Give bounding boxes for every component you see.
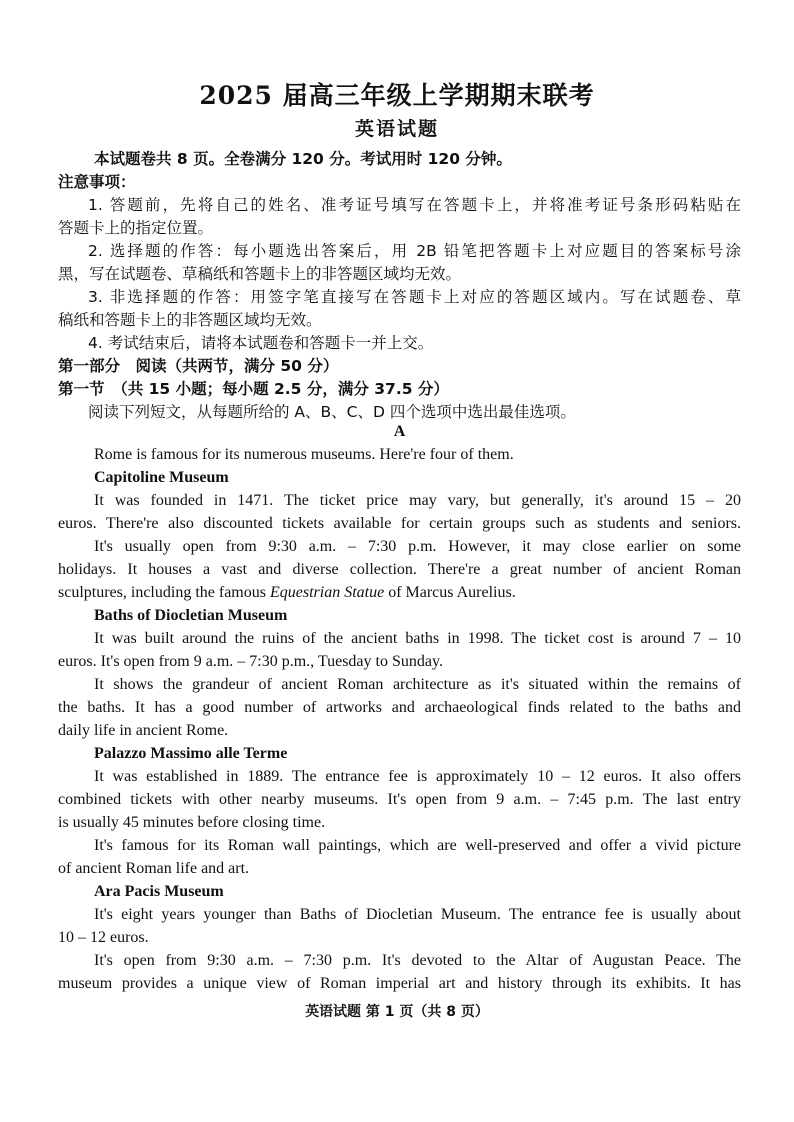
exam-subtitle: 英语试题 (354, 118, 439, 140)
museum-name: Palazzo Massimo alle Terme (94, 745, 288, 762)
passage-label: A (393, 423, 406, 440)
artwork-title: Equestrian Statue (269, 584, 385, 601)
passage-line: It shows the grandeur of ancient Roman architecture as it's situated within the remains of (94, 676, 741, 693)
notice-item: 4. 考试结束后，请将本试题卷和答题卡一并上交。 (88, 334, 434, 352)
notice-item: 黑，写在试题卷、草稿纸和答题卡上的非答题区域均无效。 (58, 265, 462, 283)
passage-text: sculptures, including the famous (58, 584, 266, 601)
notice-item: 3. 非选择题的作答：用签字笔直接写在答题卡上对应的答题区域内。写在试题卷、草 (88, 288, 741, 306)
passage-line: holidays. It houses a vast and diverse collection. There're a great number of ancient Roman (58, 561, 741, 578)
page-footer: 英语试题 第 1 页（共 8 页） (305, 1004, 489, 1020)
passage-line: It was established in 1889. The entrance fee is approximately 10 – 12 euros. It also offers (94, 768, 741, 785)
museum-name: Capitoline Museum (94, 469, 229, 486)
passage-line: It was founded in 1471. The ticket price may vary, but generally, it's around 15 – 20 (94, 492, 741, 509)
passage-line: is usually 45 minutes before closing time. (58, 814, 326, 831)
passage-line (58, 581, 741, 604)
reading-instruction: 阅读下列短文，从每题所给的 A、B、C、D 四个选项中选出最佳选项。 (88, 403, 576, 421)
passage-line: 10 – 12 euros. (58, 929, 149, 946)
passage-line: of ancient Roman life and art. (58, 860, 250, 877)
exam-instructions (58, 148, 741, 424)
passage-line: It was built around the ruins of the ancient baths in 1998. The ticket cost is around 7 – 10 (94, 630, 741, 647)
section-heading: 第一节 （共 15 小题；每小题 2.5 分，满分 37.5 分） (58, 380, 449, 398)
passage-line: daily life in ancient Rome. (58, 722, 229, 739)
passage-line: It's famous for its Roman wall paintings, which are well-preserved and offer a vivid picture (94, 837, 741, 854)
notice-item: 答题卡上的指定位置。 (58, 219, 214, 237)
notice-item: 2. 选择题的作答：每小题选出答案后，用 2B 铅笔把答题卡上对应题目的答案标号涂 (88, 242, 741, 260)
exam-info: 本试题卷共 8 页。全卷满分 120 分。考试用时 120 分钟。 (94, 150, 512, 168)
passage-intro: Rome is famous for its numerous museums. Here're four of them. (94, 446, 514, 463)
part-heading: 第一部分 阅读（共两节，满分 50 分） (58, 357, 339, 375)
passage-a (58, 420, 741, 995)
passage-line: It's usually open from 9:30 a.m. – 7:30 p.m. However, it may close earlier on some (94, 538, 741, 555)
notice-item: 稿纸和答题卡上的非答题区域均无效。 (58, 311, 322, 329)
passage-text: of Marcus Aurelius. (388, 584, 516, 601)
notice-item: 1. 答题前，先将自己的姓名、准考证号填写在答题卡上，并将准考证号条形码粘贴在 (88, 196, 741, 214)
passage-line: euros. It's open from 9 a.m. – 7:30 p.m., Tuesday to Sunday. (58, 653, 443, 670)
notice-title: 注意事项： (58, 173, 136, 191)
museum-name: Ara Pacis Museum (94, 883, 224, 900)
passage-line: It's open from 9:30 a.m. – 7:30 p.m. It's devoted to the Altar of Augustan Peace. The (94, 952, 741, 969)
passage-line: museum provides a unique view of Roman imperial art and history through its exhibits. It has (58, 975, 741, 992)
exam-title: 2025 届高三年级上学期期末联考 (199, 81, 595, 110)
passage-line: It's eight years younger than Baths of Diocletian Museum. The entrance fee is usually about (94, 906, 741, 923)
passage-line: combined tickets with other nearby museums. It's open from 9 a.m. – 7:45 p.m. The last entry (58, 791, 741, 808)
passage-line: euros. There're also discounted tickets available for certain groups such as students and seniors. (58, 515, 741, 532)
passage-line: the baths. It has a good number of artworks and archaeological finds related to the baths and (58, 699, 741, 716)
museum-name: Baths of Diocletian Museum (94, 607, 288, 624)
